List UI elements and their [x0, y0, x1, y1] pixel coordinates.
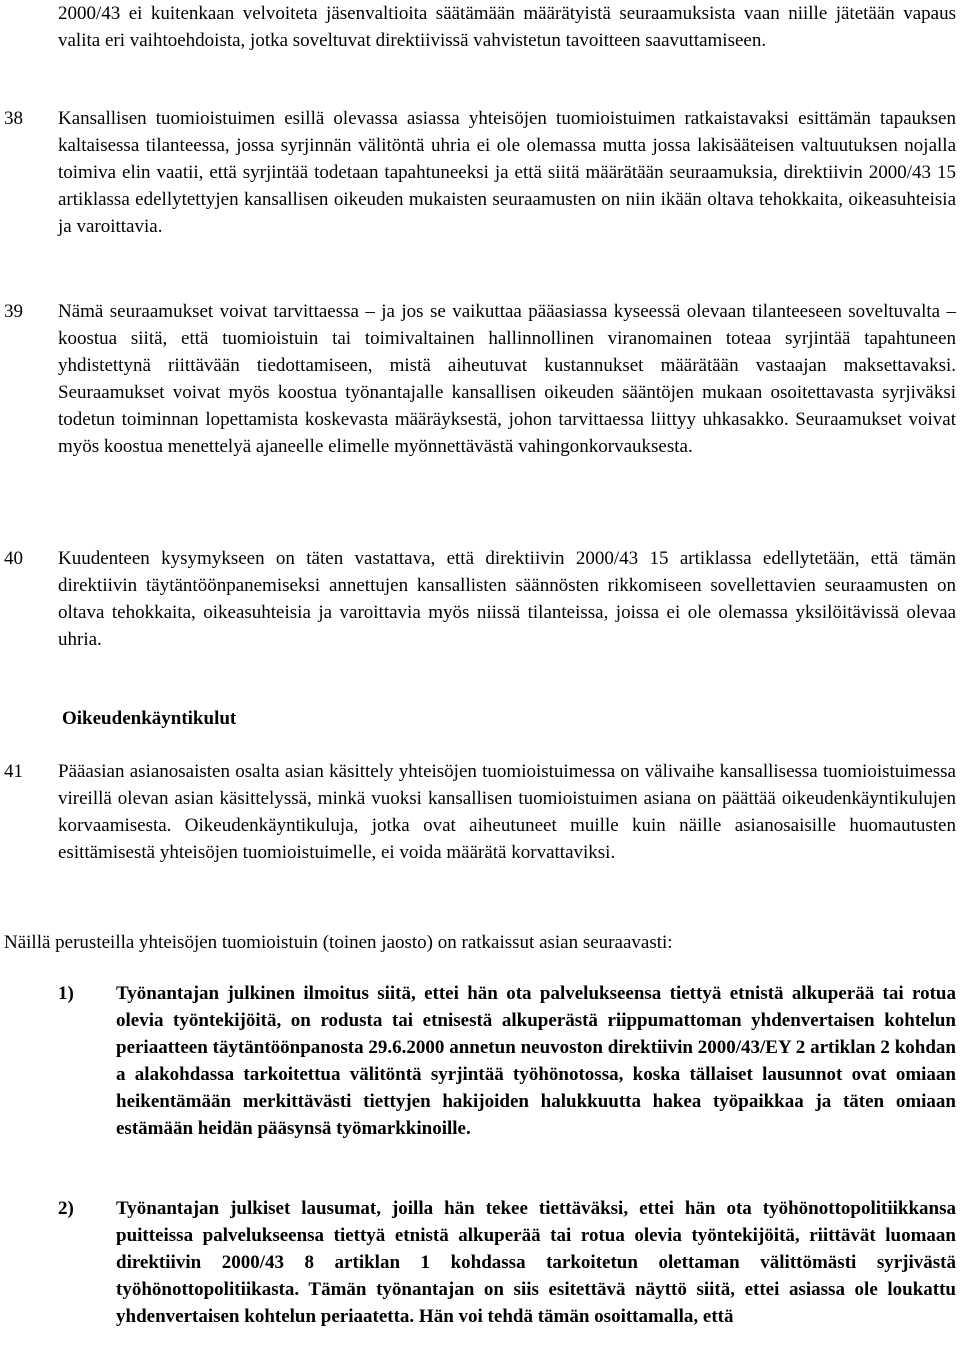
paragraph-text: Kansallisen tuomioistuimen esillä olevassa asiassa yhteisöjen tuomioistuimen ratkaistavaksi esittämän tapauksen kaltaisessa tilanteessa, jossa syrjinnän välitöntä uhria ei ole olemassa mutta jossa lakisääteisen valtuutuksen nojalla toimiva elin vaatii, että syrjintää todetaan tapahtuneeksi ja että siitä määrätään seuraamuksia, direktiivin 2000/43 15 artiklassa edellytettyjen kansallisen oikeuden mukaisten seuraamusten on niin ikään oltava tehokkaita, oikeasuhteisia ja varoittavia. — [58, 108, 956, 237]
paragraph-text: Nämä seuraamukset voivat tarvittaessa – ja jos se vaikuttaa pääasiassa kyseessä olevaan tilanteeseen soveltuvalta – koostua siitä, että tuomioistuin tai toimivaltainen hallinnollinen viranomainen toteaa syrjintää tapahtuneen yhdistettynä riittävään tiedottamiseen, mistä aiheutuvat kustannukset määrätään vastaajan maksettavaksi. Seuraamukset voivat myös koostua työnantajalle kansallisen oikeuden sääntöjen mukaan osoitettavasta syrjiväksi todetun toiminnan lopettamista koskevasta määräyksestä, johon tarvittaessa liittyy uhkasakko. Seuraamukset voivat myös koostua menettelyä ajaneelle elimelle myönnettävästä vahingonkorvauksesta. — [58, 301, 956, 457]
paragraph-number: 41 — [4, 761, 23, 782]
paragraph-40 — [4, 545, 956, 653]
item-text: Työnantajan julkiset lausumat, joilla hän tekee tiettäväksi, ettei hän ota työhönottopolitiikkansa puitteissa palvelukseensa tiettyä etnistä alkuperää tai rotua olevia työntekijöitä, riittävät luomaan direktiivin 2000/43 8 artiklan 1 kohdassa tarkoitetun olettaman välittömästi syrjivästä työhönottopolitiikasta. Tämän työnantajan on siis esitettävä näyttö siitä, ettei asiassa ole loukattu yhdenvertaisen kohtelun periaatetta. Hän voi tehdä tämän osoittamalla, että — [116, 1198, 956, 1327]
item-number: 1) — [58, 983, 74, 1004]
paragraph-38 — [4, 105, 956, 240]
paragraph-number: 39 — [4, 301, 23, 322]
paragraph-number: 40 — [4, 548, 23, 569]
ruling-item-1 — [58, 980, 956, 1142]
item-text: Työnantajan julkinen ilmoitus siitä, ettei hän ota palvelukseensa tiettyä etnistä alkuperää tai rotua olevia työntekijöitä, on rodusta tai etnisestä alkuperästä riippumattoman yhdenvertaisen kohtelun periaatteen täytäntöönpanosta 29.6.2000 annetun neuvoston direktiivin 2000/43/EY 2 artiklan 2 kohdan a alakohdassa tarkoitettua välitöntä syrjintää työhönotossa, koska tällaiset lausunnot ovat omiaan heikentämään merkittävästi tiettyjen hakijoiden halukkuutta hakea työpaikkaa ja täten omiaan estämään heidän pääsynsä työmarkkinoille. — [116, 983, 956, 1139]
intro-paragraph: 2000/43 ei kuitenkaan velvoiteta jäsenvaltioita säätämään määrätyistä seuraamuksista vaan niille jätetään vapaus valita eri vaihtoehdoista, jotka soveltuvat direktiivissä vahvistetun tavoitteen saavuttamiseen. — [58, 3, 956, 51]
paragraph-number: 38 — [4, 108, 23, 129]
paragraph-text: Pääasian asianosaisten osalta asian käsittely yhteisöjen tuomioistuimessa on välivaihe kansallisessa tuomioistuimessa vireillä olevan asian käsittelyssä, minkä vuoksi kansallisen tuomioistuimen asiana on päättää oikeudenkäyntikulujen korvaamisesta. Oikeudenkäyntikuluja, jotka ovat aiheutuneet muille kuin näille asianosaisille huomautusten esittämisestä yhteisöjen tuomioistuimelle, ei voida määrätä korvattaviksi. — [58, 761, 956, 863]
ruling-intro: Näillä perusteilla yhteisöjen tuomioistuin (toinen jaosto) on ratkaissut asian seuraavasti: — [4, 932, 673, 953]
paragraph-39 — [4, 298, 956, 460]
section-heading: Oikeudenkäyntikulut — [62, 708, 237, 729]
paragraph-41 — [4, 758, 956, 866]
paragraph-text: Kuudenteen kysymykseen on täten vastattava, että direktiivin 2000/43 15 artiklassa edellytetään, että tämän direktiivin täytäntöönpanemiseksi annettujen kansallisten säännösten rikkomiseen sovellettavien seuraamusten on oltava tehokkaita, oikeasuhteisia ja varoittavia myös niissä tilanteissa, joissa ei ole olemassa yksilöitävissä olevaa uhria. — [58, 548, 956, 650]
item-number: 2) — [58, 1198, 74, 1219]
ruling-item-2 — [58, 1195, 956, 1330]
